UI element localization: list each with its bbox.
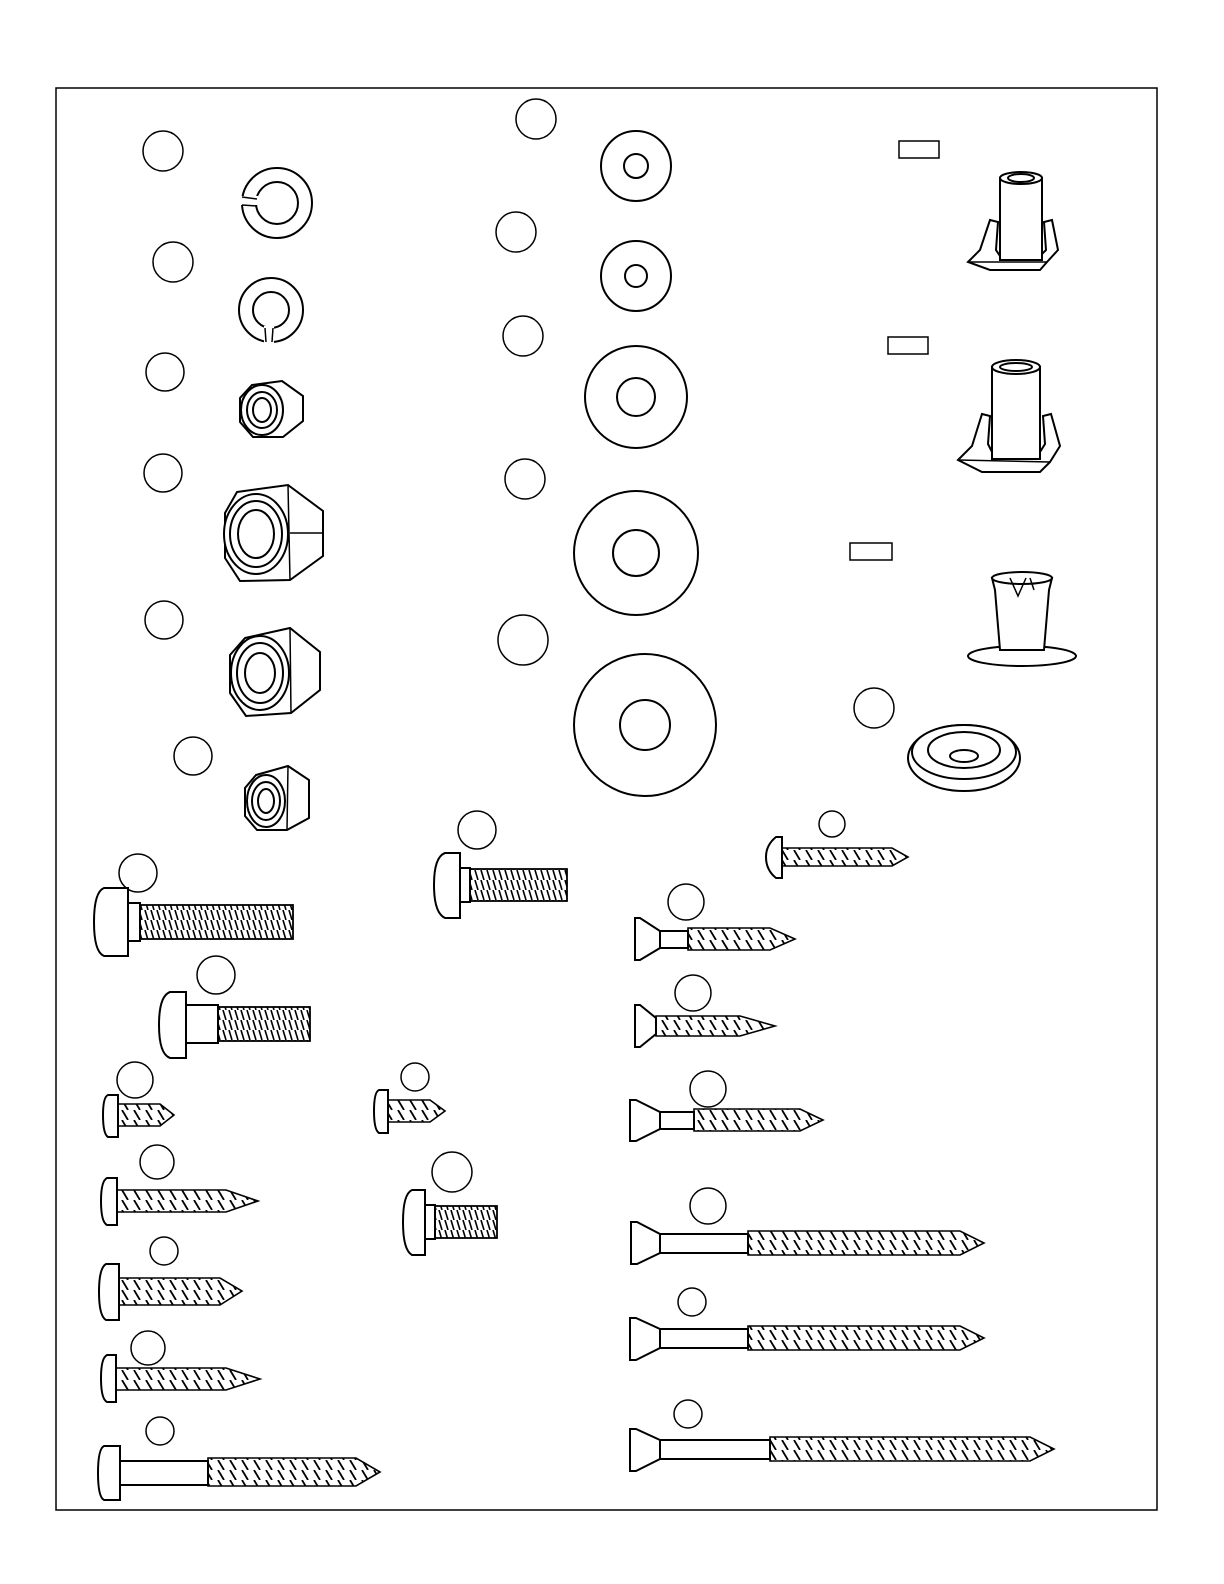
callout-circle <box>690 1071 726 1107</box>
callout-circle <box>668 884 704 920</box>
callout-circle <box>503 316 543 356</box>
lock-washer-large <box>240 168 312 238</box>
bolt-long <box>94 888 293 956</box>
callout-circle <box>854 688 894 728</box>
flat-screw-1 <box>635 918 795 960</box>
rivet-tee-nut <box>968 572 1076 666</box>
callout-circle <box>819 811 845 837</box>
flat-washer-4 <box>574 491 698 615</box>
tee-nut-short <box>968 172 1058 270</box>
flat-washer-2 <box>601 241 671 311</box>
pan-screw-tiny-1 <box>103 1095 174 1137</box>
flat-screw-4 <box>631 1222 984 1264</box>
callout-box <box>888 337 928 354</box>
callout-circle <box>674 1400 702 1428</box>
callout-circle <box>146 353 184 391</box>
callout-circle <box>119 854 157 892</box>
callout-circle <box>131 1331 165 1365</box>
callout-circle <box>197 956 235 994</box>
bolt-medium <box>159 992 310 1058</box>
callout-box <box>899 141 939 158</box>
callout-circle <box>432 1152 472 1192</box>
callout-circle <box>458 811 496 849</box>
callout-circle <box>690 1188 726 1224</box>
flat-washer-1 <box>601 131 671 201</box>
pan-screw-1 <box>101 1178 258 1225</box>
pan-screw-2 <box>99 1264 242 1320</box>
flat-screw-3 <box>630 1100 823 1141</box>
callout-circle <box>401 1063 429 1091</box>
callout-circle <box>140 1145 174 1179</box>
nylon-lock-nut-large <box>224 485 323 581</box>
nylon-lock-nut-medium <box>230 628 320 716</box>
callout-circle <box>146 1417 174 1445</box>
tee-nut-tall <box>958 360 1060 472</box>
callout-circle <box>505 459 545 499</box>
callout-box <box>850 543 892 560</box>
callout-circle <box>675 975 711 1011</box>
flat-screw-6 <box>630 1429 1054 1471</box>
flat-screw-5 <box>630 1318 984 1360</box>
callout-circle <box>153 242 193 282</box>
callout-circle <box>117 1062 153 1098</box>
bolt-short-top <box>434 853 567 918</box>
callout-circle <box>174 737 212 775</box>
nylon-lock-nut-small <box>245 766 309 830</box>
bolt-short-left <box>403 1190 497 1255</box>
callout-circle <box>150 1237 178 1265</box>
callout-circle <box>678 1288 706 1316</box>
flat-washer-5 <box>574 654 716 796</box>
pan-screw-long <box>98 1446 380 1500</box>
callout-circle <box>145 601 183 639</box>
cup-washer <box>908 725 1020 791</box>
truss-screw <box>766 837 908 878</box>
flat-washer-3 <box>585 346 687 448</box>
hex-nut-small <box>240 381 303 437</box>
flat-screw-2 <box>635 1005 775 1047</box>
callout-circle <box>144 454 182 492</box>
callout-circle <box>516 99 556 139</box>
lock-washer-small <box>239 278 303 344</box>
callout-circle <box>496 212 536 252</box>
pan-screw-tiny-2 <box>374 1090 445 1133</box>
callout-circle <box>498 615 548 665</box>
pan-screw-3 <box>101 1355 260 1402</box>
callout-circle <box>143 131 183 171</box>
